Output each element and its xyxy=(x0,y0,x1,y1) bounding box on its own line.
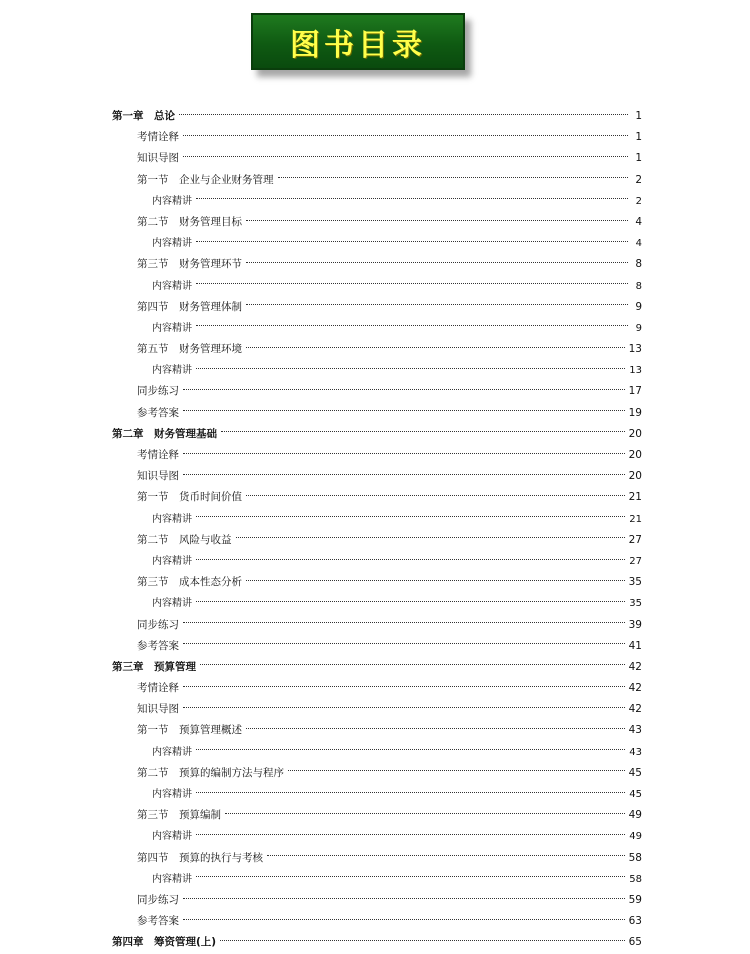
toc-entry[interactable] xyxy=(112,826,642,847)
toc-entry-label: 知识导图 xyxy=(137,470,179,483)
toc-entry-label: 第一节 预算管理概述 xyxy=(137,724,242,737)
dot-leader xyxy=(246,219,628,221)
toc-entry-label: 参考答案 xyxy=(137,406,179,419)
toc-entry[interactable] xyxy=(112,699,642,720)
dot-leader xyxy=(246,579,625,581)
toc-entry[interactable] xyxy=(112,869,642,890)
toc-entry-page-number: 27 xyxy=(629,555,642,567)
toc-entry[interactable] xyxy=(112,339,642,360)
toc-entry[interactable] xyxy=(112,318,642,339)
dot-leader xyxy=(267,854,625,856)
toc-entry-page-number: 9 xyxy=(635,322,642,334)
toc-entry[interactable] xyxy=(112,403,642,424)
dot-leader xyxy=(220,939,625,941)
toc-entry-label: 第三章 预算管理 xyxy=(112,660,196,673)
toc-entry-page-number: 19 xyxy=(628,406,642,419)
toc-entry-page-number: 13 xyxy=(628,343,642,356)
toc-entry-label: 第四节 预算的执行与考核 xyxy=(137,851,263,864)
dot-leader xyxy=(288,769,625,771)
toc-entry-page-number: 35 xyxy=(628,576,642,589)
toc-entry-label: 内容精讲 xyxy=(152,513,192,525)
toc-chapter-entry[interactable] xyxy=(112,424,642,445)
dot-leader xyxy=(183,452,625,454)
toc-entry[interactable] xyxy=(112,678,642,699)
toc-entry[interactable] xyxy=(112,127,642,148)
dot-leader xyxy=(246,261,628,263)
toc-entry-label: 同步练习 xyxy=(137,893,179,906)
toc-entry[interactable] xyxy=(112,636,642,657)
dot-leader xyxy=(236,536,625,538)
toc-entry-page-number: 2 xyxy=(635,173,642,186)
dot-leader xyxy=(196,240,628,242)
toc-entry-label: 第一章 总论 xyxy=(112,110,175,122)
toc-entry-page-number: 9 xyxy=(635,300,642,313)
toc-entry-page-number: 39 xyxy=(628,618,642,631)
dot-leader xyxy=(246,727,625,729)
toc-entry-page-number: 21 xyxy=(628,491,642,504)
toc-entry-page-number: 45 xyxy=(629,789,642,800)
toc-entry-page-number: 42 xyxy=(628,660,642,673)
dot-leader xyxy=(196,367,625,369)
toc-entry-page-number: 8 xyxy=(635,258,642,271)
toc-entry-page-number: 4 xyxy=(635,238,642,250)
dot-leader xyxy=(196,515,625,517)
toc-entry-page-number: 13 xyxy=(629,365,642,377)
toc-entry-label: 第三节 财务管理环节 xyxy=(137,258,242,271)
toc-entry-label: 知识导图 xyxy=(137,703,179,716)
toc-entry[interactable] xyxy=(112,742,642,763)
toc-entry-page-number: 42 xyxy=(628,703,642,716)
dot-leader xyxy=(183,642,625,644)
toc-entry-label: 内容精讲 xyxy=(152,746,192,758)
toc-entry-page-number: 49 xyxy=(629,831,642,843)
toc-entry[interactable] xyxy=(112,148,642,169)
dot-leader xyxy=(225,812,625,814)
dot-leader xyxy=(200,663,625,665)
toc-entry[interactable] xyxy=(112,297,642,318)
dot-leader xyxy=(196,833,625,835)
toc-entry-label: 第三节 成本性态分析 xyxy=(137,576,242,589)
toc-entry-page-number: 35 xyxy=(629,598,642,610)
toc-entry-page-number: 1 xyxy=(635,152,642,165)
toc-entry-page-number: 41 xyxy=(628,639,642,652)
toc-entry-label: 第二节 风险与收益 xyxy=(137,533,232,546)
dot-leader xyxy=(196,875,625,877)
toc-entry[interactable] xyxy=(112,805,642,826)
toc-entry[interactable] xyxy=(112,551,642,572)
toc-entry[interactable] xyxy=(112,360,642,381)
toc-entry[interactable] xyxy=(112,254,642,275)
toc-entry-label: 同步练习 xyxy=(137,385,179,398)
toc-entry-label: 第二节 财务管理目标 xyxy=(137,215,242,228)
dot-leader xyxy=(183,685,625,687)
toc-entry-page-number: 8 xyxy=(635,280,642,292)
toc-entry-page-number: 43 xyxy=(629,746,642,758)
dot-leader xyxy=(196,197,628,199)
toc-entry-page-number: 4 xyxy=(635,215,642,228)
toc-entry-label: 考情诠释 xyxy=(137,449,179,461)
toc-entry[interactable] xyxy=(112,381,642,402)
toc-entry-page-number: 58 xyxy=(629,873,642,885)
toc-entry[interactable] xyxy=(112,911,642,932)
toc-entry-page-number: 20 xyxy=(628,470,642,483)
toc-entry[interactable] xyxy=(112,466,642,487)
toc-entry-label: 第一节 企业与企业财务管理 xyxy=(137,173,274,186)
toc-entry[interactable] xyxy=(112,276,642,297)
toc-entry[interactable] xyxy=(112,530,642,551)
title-banner xyxy=(251,13,465,70)
toc-entry[interactable] xyxy=(112,191,642,212)
toc-entry-label: 参考答案 xyxy=(137,639,179,652)
toc-entry-label: 内容精讲 xyxy=(152,322,192,334)
toc-entry[interactable] xyxy=(112,487,642,508)
toc-entry-label: 第二节 预算的编制方法与程序 xyxy=(137,766,284,779)
toc-entry-page-number: 21 xyxy=(629,513,642,525)
toc-entry[interactable] xyxy=(112,890,642,911)
dot-leader xyxy=(183,473,625,475)
toc-entry-label: 内容精讲 xyxy=(152,789,192,800)
toc-entry-label: 内容精讲 xyxy=(152,195,192,207)
toc-entry[interactable] xyxy=(112,572,642,593)
toc-entry-label: 内容精讲 xyxy=(152,280,192,292)
toc-entry-label: 内容精讲 xyxy=(152,238,192,250)
dot-leader xyxy=(183,155,628,157)
dot-leader xyxy=(183,388,625,390)
toc-entry[interactable] xyxy=(112,848,642,869)
toc-entry[interactable] xyxy=(112,615,642,636)
toc-entry-page-number: 65 xyxy=(628,936,642,949)
dot-leader xyxy=(183,134,628,136)
toc-entry-page-number: 17 xyxy=(628,385,642,398)
toc-chapter-entry[interactable] xyxy=(112,657,642,678)
toc-entry[interactable] xyxy=(112,212,642,233)
table-of-contents xyxy=(112,106,642,954)
toc-entry-page-number: 20 xyxy=(628,449,642,461)
dot-leader xyxy=(183,621,625,623)
toc-entry-label: 考情诠释 xyxy=(137,682,179,695)
dot-leader xyxy=(196,558,625,560)
toc-entry[interactable] xyxy=(112,763,642,784)
toc-entry-label: 考情诠释 xyxy=(137,131,179,144)
dot-leader xyxy=(246,494,625,496)
dot-leader xyxy=(196,748,625,750)
toc-entry[interactable] xyxy=(112,784,642,805)
toc-entry-label: 第五节 财务管理环境 xyxy=(137,343,242,356)
dot-leader xyxy=(196,282,628,284)
toc-entry[interactable] xyxy=(112,170,642,191)
dot-leader xyxy=(246,346,625,348)
dot-leader xyxy=(183,409,625,411)
toc-entry[interactable] xyxy=(112,509,642,530)
toc-entry-page-number: 49 xyxy=(628,809,642,822)
toc-entry-page-number: 45 xyxy=(628,766,642,779)
dot-leader xyxy=(179,113,628,115)
toc-chapter-entry[interactable] xyxy=(112,932,642,953)
dot-leader xyxy=(196,600,625,602)
toc-chapter-entry[interactable] xyxy=(112,106,642,127)
toc-entry-label: 内容精讲 xyxy=(152,831,192,843)
toc-entry-page-number: 2 xyxy=(635,195,642,207)
toc-entry-label: 第一节 货币时间价值 xyxy=(137,491,242,504)
toc-entry-page-number: 1 xyxy=(635,110,642,122)
toc-entry-label: 第三节 预算编制 xyxy=(137,809,221,822)
toc-entry[interactable] xyxy=(112,233,642,254)
toc-entry[interactable] xyxy=(112,445,642,466)
toc-entry-page-number: 20 xyxy=(628,427,642,440)
toc-entry-label: 第四节 财务管理体制 xyxy=(137,300,242,313)
dot-leader xyxy=(196,791,625,793)
toc-entry-label: 第四章 筹资管理(上) xyxy=(112,936,217,949)
toc-entry-label: 知识导图 xyxy=(137,152,179,165)
toc-entry[interactable] xyxy=(112,720,642,741)
toc-entry-label: 同步练习 xyxy=(137,618,179,631)
dot-leader xyxy=(278,176,629,178)
toc-entry-label: 内容精讲 xyxy=(152,598,192,610)
toc-entry-page-number: 43 xyxy=(628,724,642,737)
page-title: 图书目录 xyxy=(290,27,426,63)
dot-leader xyxy=(196,324,628,326)
dot-leader xyxy=(246,303,628,305)
toc-entry-label: 内容精讲 xyxy=(152,873,192,885)
dot-leader xyxy=(183,897,625,899)
toc-entry-label: 内容精讲 xyxy=(152,555,192,567)
toc-entry[interactable] xyxy=(112,593,642,614)
toc-entry-label: 第二章 财务管理基础 xyxy=(112,427,217,440)
toc-entry-label: 参考答案 xyxy=(137,915,179,928)
toc-entry-page-number: 27 xyxy=(628,533,642,546)
toc-entry-page-number: 59 xyxy=(628,893,642,906)
toc-entry-label: 内容精讲 xyxy=(152,365,192,377)
toc-entry-page-number: 42 xyxy=(628,682,642,695)
dot-leader xyxy=(183,918,625,920)
toc-entry-page-number: 63 xyxy=(628,915,642,928)
dot-leader xyxy=(183,706,625,708)
dot-leader xyxy=(221,430,625,432)
toc-entry-page-number: 1 xyxy=(635,131,642,144)
toc-entry-page-number: 58 xyxy=(628,851,642,864)
